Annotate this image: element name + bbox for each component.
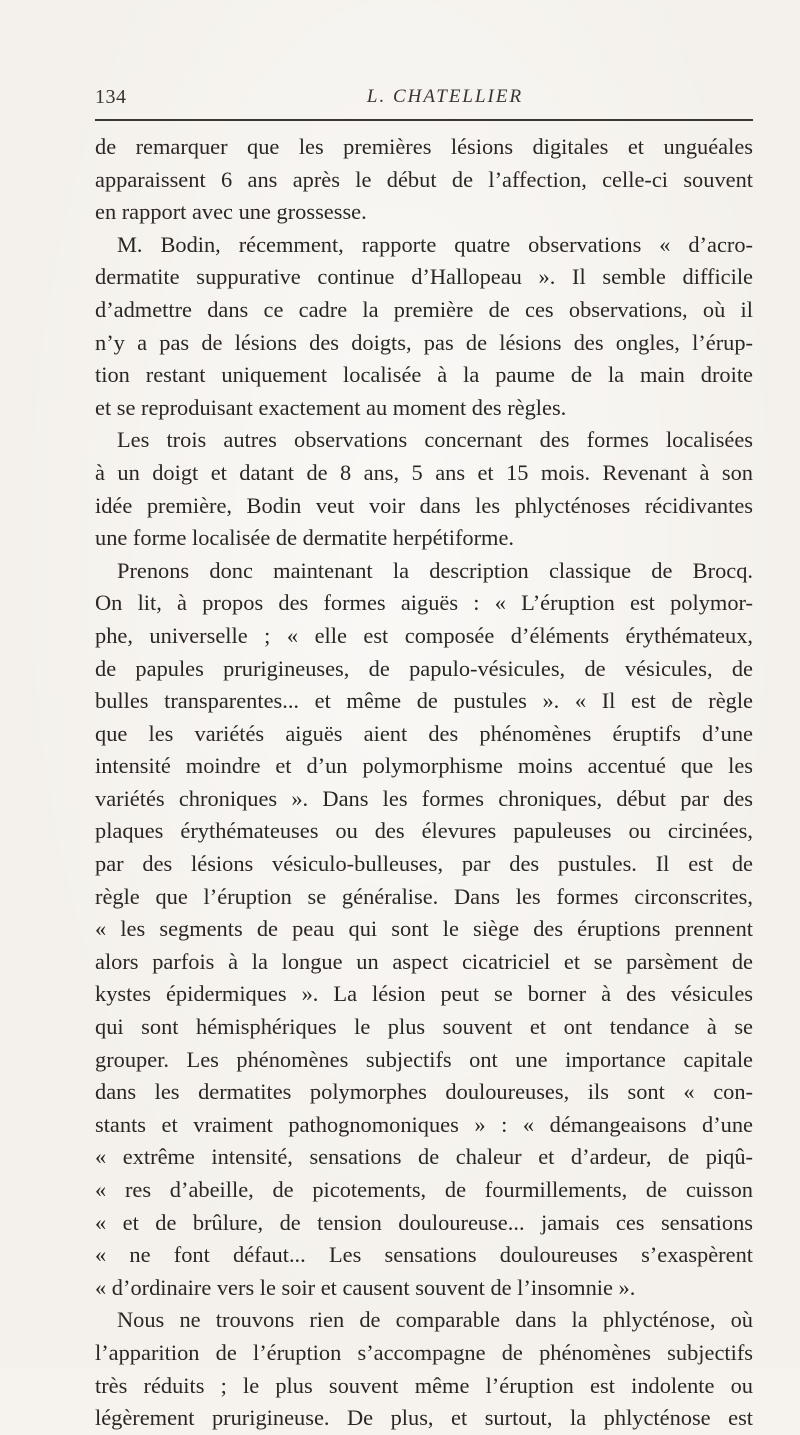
text-line: règle que l’éruption se généralise. Dans les formes circonscrites, [95,883,753,909]
text-line: Prenons donc maintenant la description classique de Brocq. [117,557,753,583]
text-line: M. Bodin, récemment, rapporte quatre observations « d’acro- [117,231,753,257]
text-line: bulles transparentes... et même de pustules ». « Il est de règle [95,688,753,714]
text-line: dans les dermatites polymorphes douloureuses, ils sont « con- [95,1079,753,1105]
text-line: d’admettre dans ce cadre la première de ces observations, où il [95,296,753,322]
text-line: On lit, à propos des formes aiguës : « L’éruption est polymor- [95,590,753,616]
text-line: apparaissent 6 ans après le début de l’affection, celle-ci souvent [95,166,753,192]
page-header [95,82,755,116]
text-line: grouper. Les phénomènes subjectifs ont une importance capitale [95,1046,753,1072]
text-line: légèrement prurigineuse. De plus, et surtout, la phlycténose est [95,1405,753,1431]
page-number: 134 [95,86,127,108]
text-line: « d’ordinaire vers le soir et causent souvent de l’insomnie ». [95,1274,636,1300]
text-line: et se reproduisant exactement au moment des règles. [95,394,567,420]
text-line: en rapport avec une grossesse. [95,199,367,225]
text-line: l’apparition de l’éruption s’accompagne de phénomènes subjectifs [95,1339,753,1365]
text-line: « ne font défaut... Les sensations douloureuses s’exaspèrent [95,1242,753,1268]
text-line: dermatite suppurative continue d’Hallopeau ». Il semble difficile [95,264,753,290]
text-line: « les segments de peau qui sont le siège des éruptions prennent [95,916,753,942]
header-rule [95,119,753,121]
text-line: n’y a pas de lésions des doigts, pas de lésions des ongles, l’érup- [95,329,753,355]
text-line: alors parfois à la longue un aspect cicatriciel et se parsèment de [95,948,753,974]
text-line: phe, universelle ; « elle est composée d’éléments érythémateux, [95,622,753,648]
text-line: par des lésions vésiculo-bulleuses, par des pustules. Il est de [95,851,753,877]
text-line: « res d’abeille, de picotements, de fourmillements, de cuisson [95,1177,753,1202]
text-line: que les variétés aiguës aient des phénomènes éruptifs d’une [95,720,753,746]
text-line: « et de brûlure, de tension douloureuse... jamais ces sensations [95,1209,753,1235]
body-text [95,131,753,1435]
text-line: Nous ne trouvons rien de comparable dans la phlycténose, où [117,1307,753,1333]
text-line: de remarquer que les premières lésions digitales et unguéales [95,134,753,159]
text-line: « extrême intensité, sensations de chaleur et d’ardeur, de piqû- [95,1144,753,1170]
running-head: L. CHATELLIER [366,86,524,107]
text-line: stants et vraiment pathognomoniques » : « démangeaisons d’une [95,1111,753,1137]
text-line: plaques érythémateuses ou des élevures papuleuses ou circinées, [95,818,753,844]
text-line: variétés chroniques ». Dans les formes chroniques, début par des [95,785,753,811]
text-line: intensité moindre et d’un polymorphisme moins accentué que les [95,753,753,779]
text-line: qui sont hémisphériques le plus souvent et ont tendance à se [95,1014,753,1040]
text-line: kystes épidermiques ». La lésion peut se borner à des vésicules [95,981,753,1007]
text-line: très réduits ; le plus souvent même l’éruption est indolente ou [95,1372,753,1398]
text-line: une forme localisée de dermatite herpétiforme. [95,525,515,551]
text-line: tion restant uniquement localisée à la paume de la main droite [95,362,753,388]
text-line: Les trois autres observations concernant des formes localisées [117,427,753,453]
text-line: de papules prurigineuses, de papulo-vésicules, de vésicules, de [95,655,753,681]
text-line: à un doigt et datant de 8 ans, 5 ans et 15 mois. Revenant à son [95,459,753,485]
text-line: idée première, Bodin veut voir dans les phlycténoses récidivantes [95,492,753,518]
